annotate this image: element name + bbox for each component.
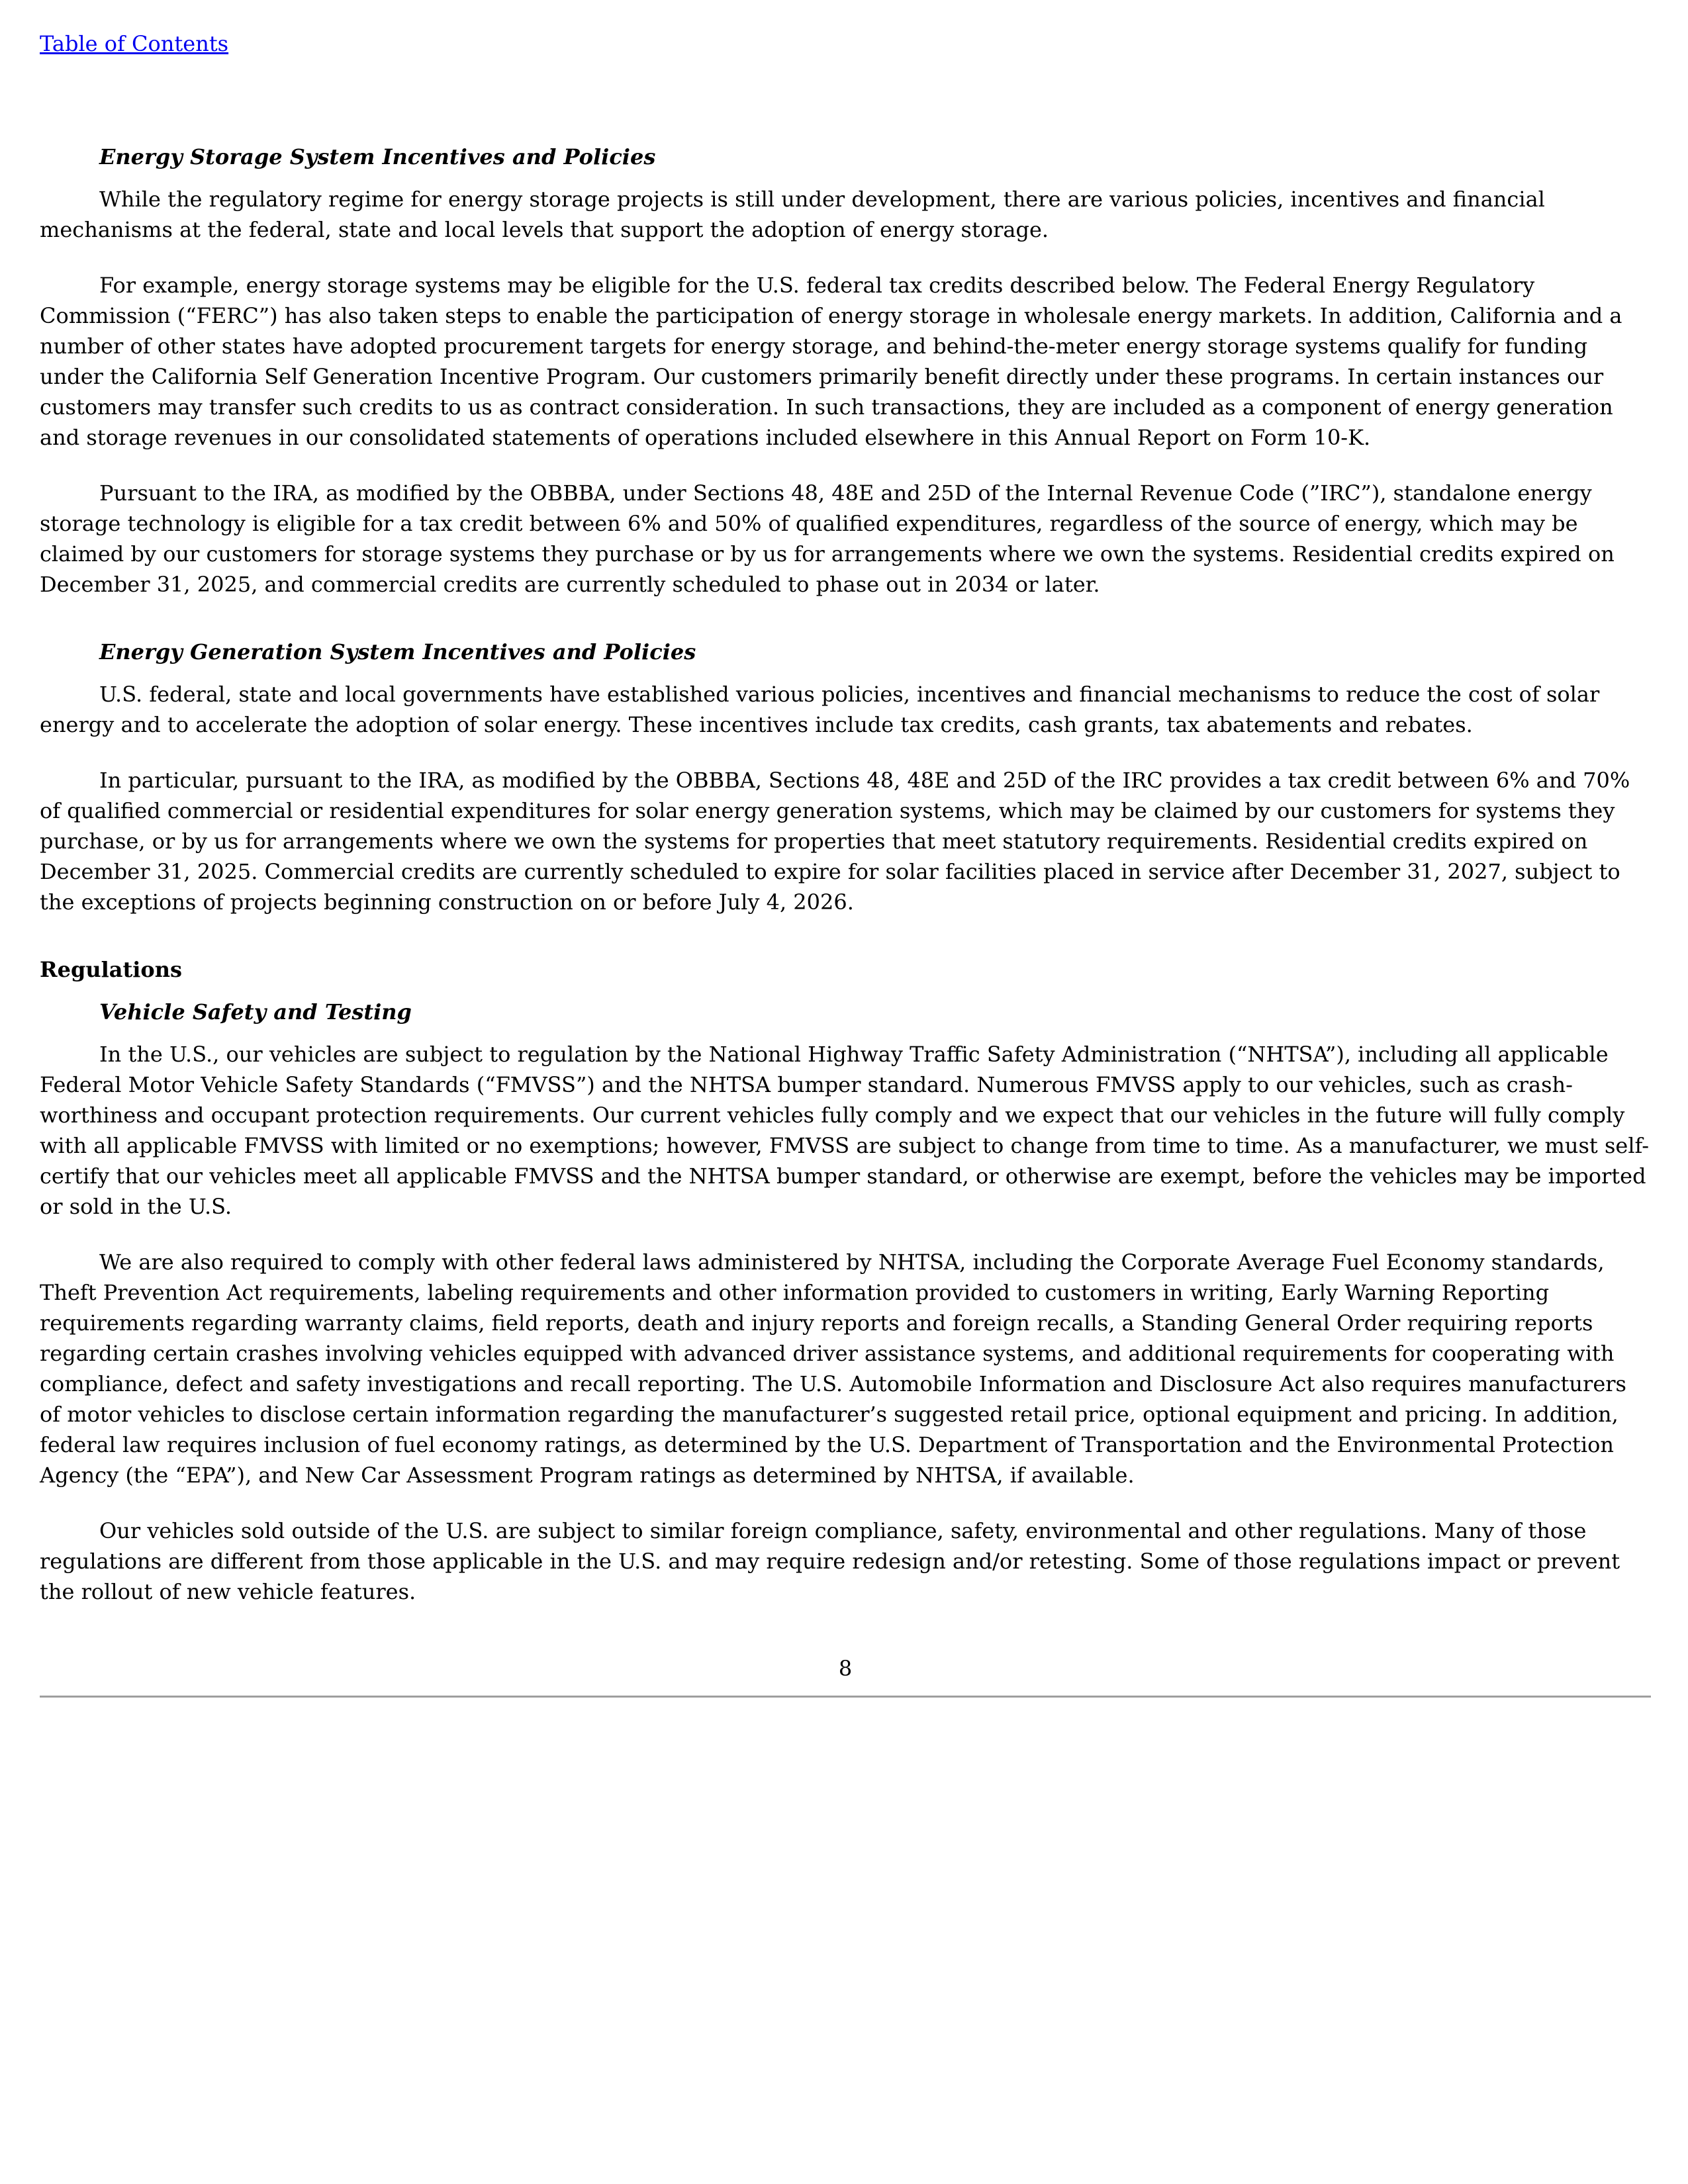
energy-generation-paragraph-1: U.S. federal, state and local governments have established various policies, incentives and financial mechanisms to reduce the cost of solar energy and to accelerate the adoption of solar energy. These incentives include tax credits, cash grants, tax abatements and rebates. xyxy=(40,682,1600,737)
page-content xyxy=(40,142,1651,1607)
energy-generation-paragraph-2: In particular, pursuant to the IRA, as modified by the OBBBA, Sections 48, 48E and 25D of the IRC provides a tax credit between 6% and 70% of qualified commercial or residential expenditures for solar energy generation systems, which may be claimed by our customers for systems they purchase, or by us for arrangements where we own the systems for properties that meet statutory requirements. Residential credits expired on December 31, 2025. Commercial credits are currently scheduled to expire for solar facilities placed in service after December 31, 2027, subject to the exceptions of projects beginning construction on or before July 4, 2026. xyxy=(40,768,1630,915)
vehicle-safety-paragraph-3: Our vehicles sold outside of the U.S. are subject to similar foreign compliance, safety, environmental and other regulations. Many of those regulations are different from those applicable in the U.S. and may require redesign and/or retesting. Some of those regulations impact or prevent the rollout of new vehicle features. xyxy=(40,1518,1620,1604)
energy-generation-heading: Energy Generation System Incentives and Policies xyxy=(99,639,696,664)
energy-storage-heading: Energy Storage System Incentives and Policies xyxy=(99,144,656,169)
regulations-heading: Regulations xyxy=(40,957,183,982)
vehicle-safety-paragraph-2: We are also required to comply with other federal laws administered by NHTSA, including the Corporate Average Fuel Economy standards, Theft Prevention Act requirements, labeling requirements and other information provided to customers in writing, Early Warning Reporting requirements regarding warranty claims, field reports, death and injury reports and foreign recalls, a Standing General Order requiring reports regarding certain crashes involving vehicles equipped with advanced driver assistance systems, and additional requirements for cooperating with compliance, defect and safety investigations and recall reporting. The U.S. Automobile Information and Disclosure Act also requires manufacturers of motor vehicles to disclose certain information regarding the manufacturer’s suggested retail price, optional equipment and pricing. In addition, federal law requires inclusion of fuel economy ratings, as determined by the U.S. Department of Transportation and the Environmental Protection Agency (the “EPA”), and New Car Assessment Program ratings as determined by NHTSA, if available. xyxy=(40,1250,1626,1488)
page-number: 8 xyxy=(838,1656,853,1681)
energy-storage-paragraph-3: Pursuant to the IRA, as modified by the OBBBA, under Sections 48, 48E and 25D of the Internal Revenue Code (”IRC”), standalone energy storage technology is eligible for a tax credit between 6% and 50% of qualified expenditures, regardless of the source of energy, which may be claimed by our customers for storage systems they purchase or by us for arrangements where we own the systems. Residential credits expired on December 31, 2025, and commercial credits are currently scheduled to phase out in 2034 or later. xyxy=(40,480,1615,597)
table-of-contents-link[interactable]: Table of Contents xyxy=(40,31,229,56)
vehicle-safety-heading: Vehicle Safety and Testing xyxy=(99,999,412,1024)
vehicle-safety-paragraph-1: In the U.S., our vehicles are subject to regulation by the National Highway Traffic Safety Administration (“NHTSA”), including all applicable Federal Motor Vehicle Safety Standards (“FMVSS”) and the NHTSA bumper standard. Numerous FMVSS apply to our vehicles, such as crash-worthiness and occupant protection requirements. Our current vehicles fully comply and we expect that our vehicles in the future will fully comply with all applicable FMVSS with limited or no exemptions; however, FMVSS are subject to change from time to time. As a manufacturer, we must self-certify that our vehicles meet all applicable FMVSS and the NHTSA bumper standard, or otherwise are exempt, before the vehicles may be imported or sold in the U.S. xyxy=(40,1042,1650,1219)
energy-storage-paragraph-1: While the regulatory regime for energy storage projects is still under development, there are various policies, incentives and financial mechanisms at the federal, state and local levels that support the adoption of energy storage. xyxy=(40,187,1545,242)
energy-storage-paragraph-2: For example, energy storage systems may be eligible for the U.S. federal tax credits described below. The Federal Energy Regulatory Commission (“FERC”) has also taken steps to enable the participation of energy storage in wholesale energy markets. In addition, California and a number of other states have adopted procurement targets for energy storage, and behind-the-meter energy storage systems qualify for funding under the California Self Generation Incentive Program. Our customers primarily benefit directly under these programs. In certain instances our customers may transfer such credits to us as contract consideration. In such transactions, they are included as a component of energy generation and storage revenues in our consolidated statements of operations included elsewhere in this Annual Report on Form 10-K. xyxy=(40,273,1622,450)
page-divider xyxy=(40,1696,1651,1698)
